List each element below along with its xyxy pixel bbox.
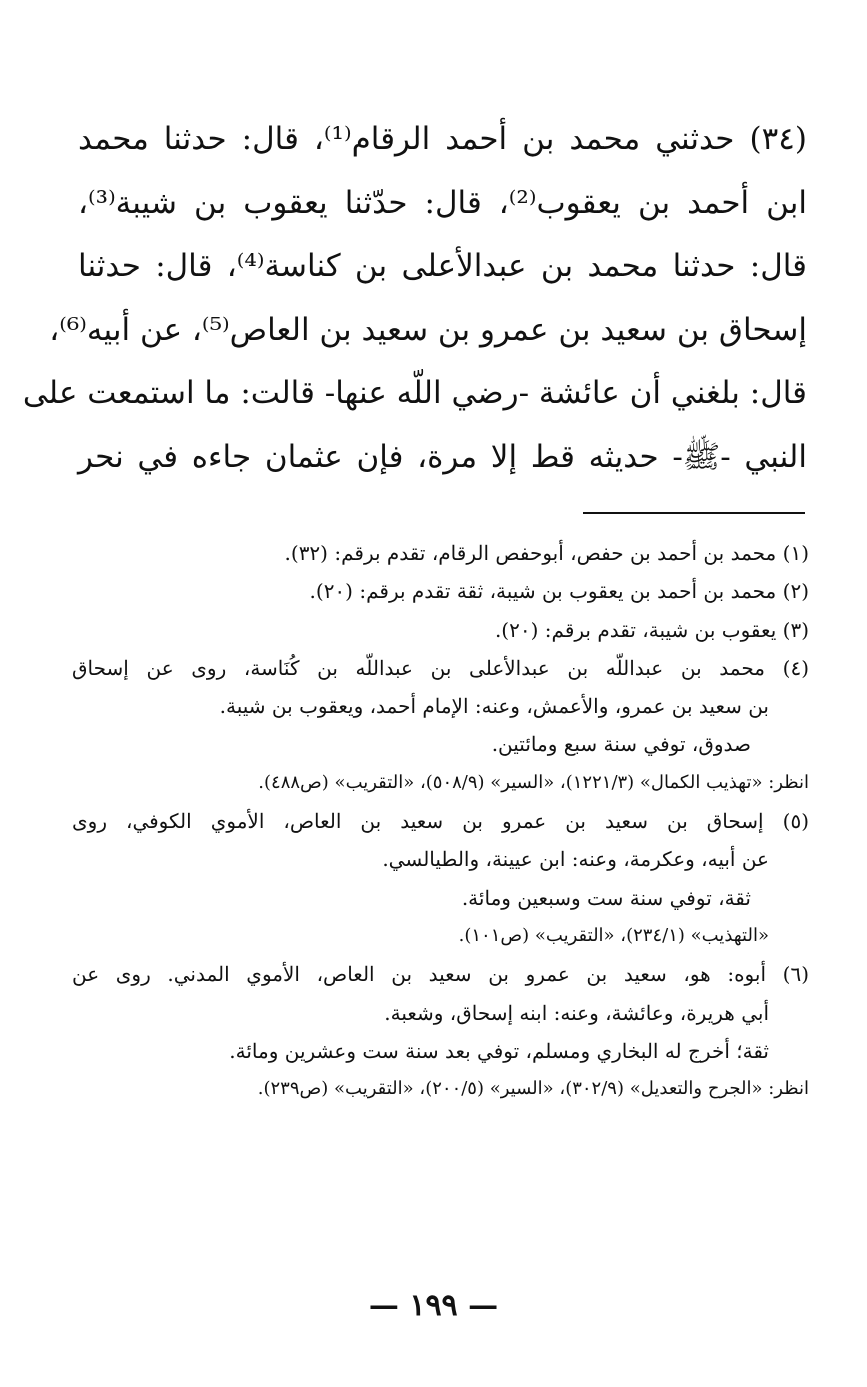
main-line: قال: بلغني أن عائشة -رضي اللّه عنها- قالت: ما استمعت على bbox=[22, 375, 807, 411]
footnote-line: ثقة؛ أخرج له البخاري ومسلم، توفي بعد سنة ست وعشرين ومائة. bbox=[229, 1038, 769, 1063]
footnote-line: انظر: «الجرح والتعديل» (٣٠٢/٩)، «السير» (٢٠٠/٥)، «التقريب» (ص٢٣٩). bbox=[257, 1078, 809, 1100]
footnote-separator bbox=[583, 512, 805, 514]
footnote-line: انظر: «تهذيب الكمال» (١٢٢١/٣)، «السير» (٥٠٨/٩)، «التقريب» (ص٤٨٨). bbox=[258, 771, 809, 793]
main-line: النبي -ﷺ- حديثه قط إلا مرة، فإن عثمان جاءه في نحر bbox=[78, 438, 807, 475]
footnote-line: (٤) محمد بن عبداللّه بن عبدالأعلى بن عبداللّه بن كُنَاسة، روى عن إسحاق bbox=[72, 655, 809, 680]
footnote-line: (٥) إسحاق بن سعيد بن عمرو بن سعيد بن العاص، الأموي الكوفي، روى bbox=[72, 809, 809, 834]
footnote-line: «التهذيب» (٢٣٤/١)، «التقريب» (ص١٠١). bbox=[458, 924, 769, 946]
footnote-line: أبي هريرة، وعائشة، وعنه: ابنه إسحاق، وشعبة. bbox=[384, 1000, 769, 1025]
main-line: ابن أحمد بن يعقوب⁽²⁾، قال: حدّثنا يعقوب بن شيبة⁽³⁾، bbox=[78, 184, 807, 221]
footnote-line: صدوق، توفي سنة سبع ومائتين. bbox=[491, 732, 751, 757]
footnote-line: (٢) محمد بن أحمد بن يعقوب بن شيبة، ثقة تقدم برقم: (٢٠). bbox=[309, 579, 809, 604]
footnote-line: عن أبيه، وعكرمة، وعنه: ابن عيينة، والطيالسي. bbox=[382, 847, 769, 872]
footnote-line: (٣) يعقوب بن شيبة، تقدم برقم: (٢٠). bbox=[494, 617, 809, 642]
footnote-line: بن سعيد بن عمرو، والأعمش، وعنه: الإمام أحمد، ويعقوب بن شيبة. bbox=[219, 694, 769, 719]
footnote-line: (٦) أبوه: هو، سعيد بن عمرو بن سعيد بن العاص، الأموي المدني. روى عن bbox=[72, 962, 809, 987]
footnote-line: (١) محمد بن أحمد بن حفص، أبوحفص الرقام، تقدم برقم: (٣٢). bbox=[284, 541, 809, 565]
main-line: قال: حدثنا محمد بن عبدالأعلى بن كناسة⁽⁴⁾، قال: حدثنا bbox=[78, 248, 807, 284]
main-line: (٣٤) حدثني محمد بن أحمد الرقام⁽¹⁾، قال: حدثنا محمد bbox=[78, 121, 807, 157]
footnote-line: ثقة، توفي سنة ست وسبعين ومائة. bbox=[461, 885, 751, 910]
main-line: إسحاق بن سعيد بن عمرو بن سعيد بن العاص⁽⁵⁾، عن أبيه⁽⁶⁾، bbox=[49, 311, 807, 348]
page-number: — ١٩٩ — bbox=[368, 1288, 499, 1323]
main-text bbox=[22, 108, 807, 489]
footnotes bbox=[72, 534, 809, 1108]
